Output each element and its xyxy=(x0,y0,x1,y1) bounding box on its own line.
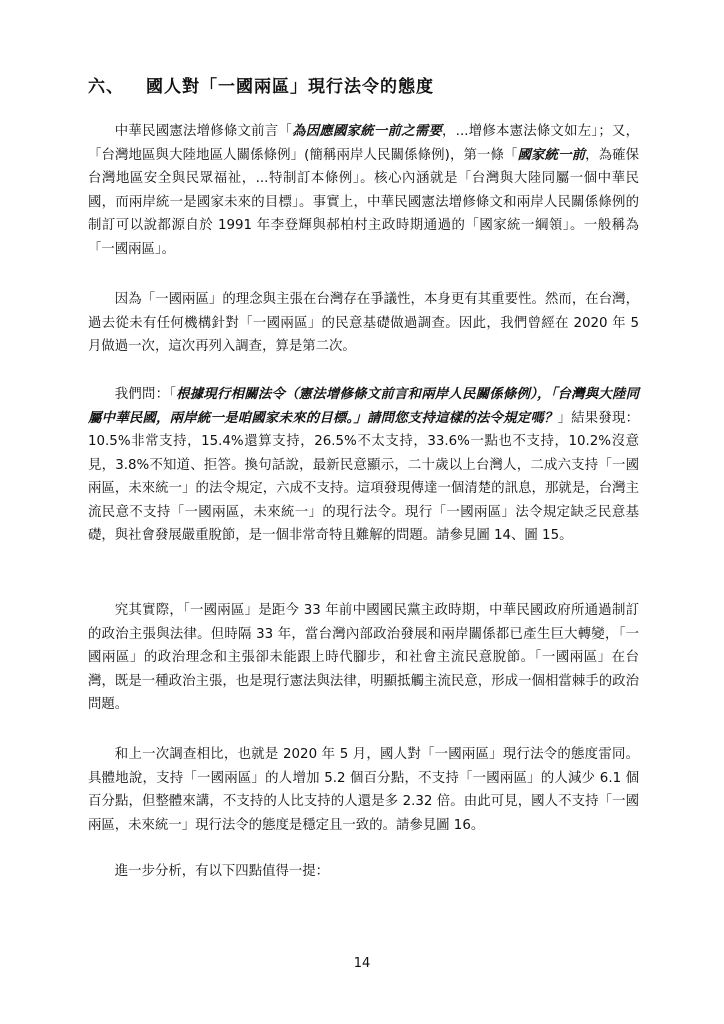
paragraph-1 xyxy=(88,120,639,261)
text-segment: 中華民國憲法增修條文前言「 xyxy=(114,124,293,139)
text-segment: 進一步分析，有以下四點值得一提： xyxy=(114,864,330,879)
emphasized-text: 國家統一前 xyxy=(517,147,586,163)
section-heading xyxy=(88,72,434,97)
section-number: 六、 xyxy=(88,77,124,97)
paragraph-2 xyxy=(88,288,639,359)
paragraph-3 xyxy=(88,383,639,548)
emphasized-text: 根據現行相關法令（憲法增修條文前言和兩岸人民關係條例），「台灣與大陸同屬中華民國，兩岸統一是咱國家未來的目標。」請問您支持這樣的法令規定嗎？ xyxy=(88,387,639,426)
section-title: 國人對「一國兩區」現行法令的態度 xyxy=(146,77,434,97)
text-segment: 我們問：「 xyxy=(114,387,177,402)
page-number: 14 xyxy=(353,956,371,971)
text-segment: 和上一次調查相比，也就是 2020 年 5 月，國人對「一國兩區」現行法令的態度雷同。具體地說，支持「一國兩區」的人增加 5.2 個百分點，不支持「一國兩區」的人減少 6.1 個百分點，但整體來講，不支持的人比支持的人還是多 2.32 倍。由此可見，國人不支持「一國兩區，未來統一」現行法令的態度是穩定且一致的。請參見圖 16。 xyxy=(88,747,639,833)
paragraph-5 xyxy=(88,743,639,837)
paragraph-4 xyxy=(88,599,639,717)
emphasized-text: 為因應國家統一前之需要 xyxy=(292,124,443,139)
text-segment: 因為「一國兩區」的理念與主張在台灣存在爭議性，本身更有其重要性。然而，在台灣，過去從未有任何機構針對「一國兩區」的民意基礎做過調查。因此，我們曾經在 2020 年 5 月做過一次，這次再列入調查，算是第二次。 xyxy=(88,292,639,354)
text-segment: 究其實際，「一國兩區」是距今 33 年前中國國民黨主政時期，中華民國政府所通過制訂的政治主張與法律。但時隔 33 年，當台灣內部政治發展和兩岸關係都已產生巨大轉變，「一國兩區」的政治理念和主張卻未能跟上時代腳步，和社會主流民意脫節。「一國兩區」在台灣，既是一種政治主張，也是現行憲法與法律，明顯抵觸主流民意，形成一個相當棘手的政治問題。 xyxy=(88,603,639,712)
text-segment: 」結果發現：10.5%非常支持，15.4%還算支持，26.5%不太支持，33.6%一點也不支持，10.2%沒意見，3.8%不知道、拒答。換句話說，最新民意顯示，二十歲以上台灣人，二成六支持「一國兩區，未來統一」的法令規定，六成不支持。這項發現傳達一個清楚的訊息，那就是，台灣主流民意不支持「一國兩區，未來統一」的現行法令。現行「一國兩區」法令規定缺乏民意基礎，與社會發展嚴重脫節，是一個非常奇特且難解的問題。請參見圖 14、圖 15。 xyxy=(88,410,639,543)
text-segment: ，為確保台灣地區安全與民眾福祉，...特制訂本條例」。核心內涵就是「台灣與大陸同屬一個中華民國，而兩岸統一是國家未來的目標」。事實上，中華民國憲法增修條文和兩岸人民關係條例的制訂可以說都源自於 1991 年李登輝與郝柏村主政時期通過的「國家統一綱領」。一般稱為「一國兩區」。 xyxy=(88,147,640,257)
paragraph-6 xyxy=(88,860,639,884)
text-segment: ，...增修本憲法條文如左」；又，「台灣地區與大陸地區人關係條例」(簡稱兩岸人民關係條例)，第一條「 xyxy=(88,124,640,163)
